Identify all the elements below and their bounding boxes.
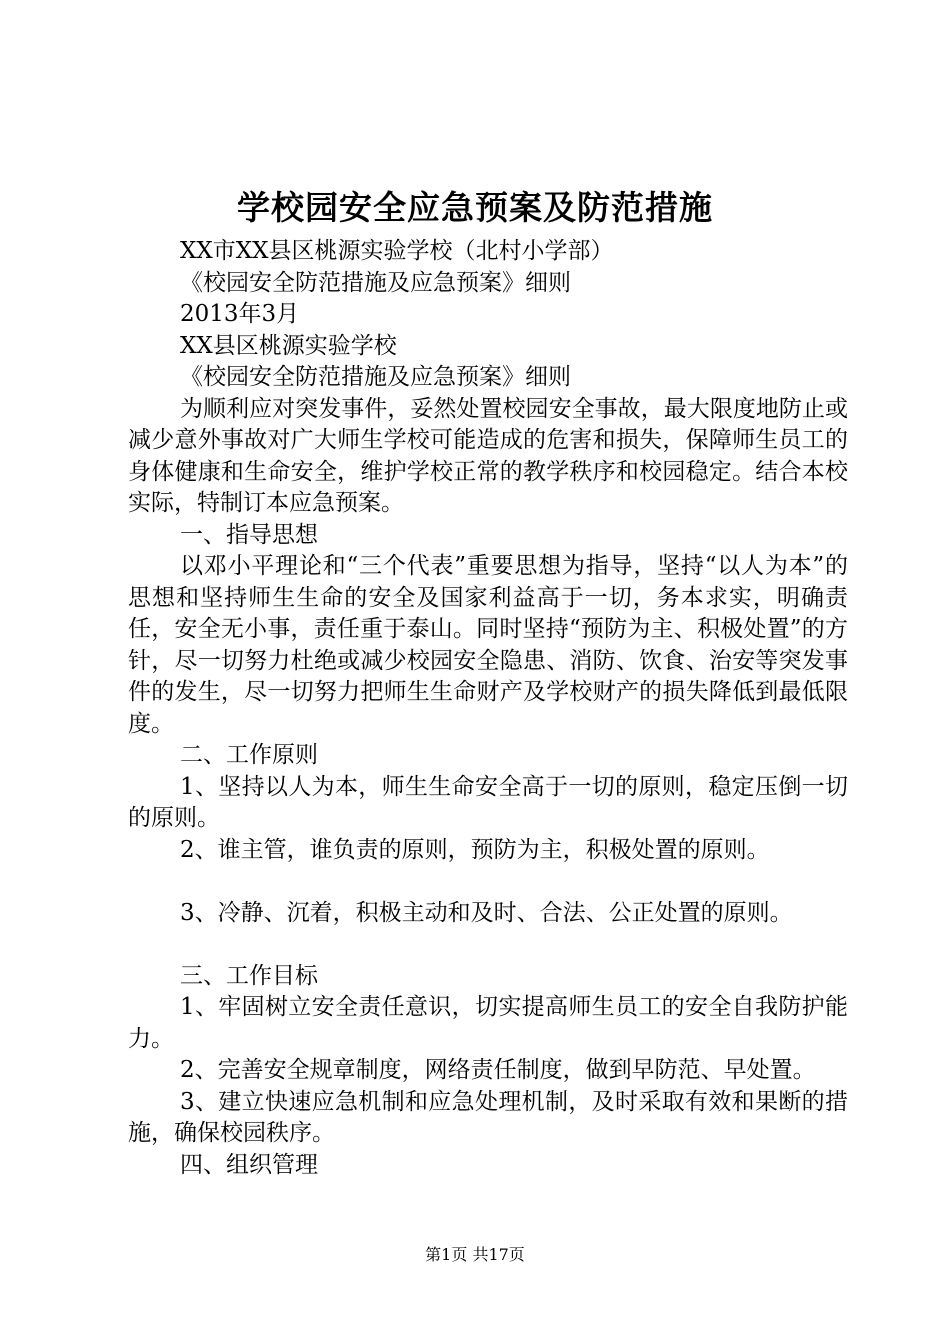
intro-paragraph: 为顺利应对突发事件，妥然处置校园安全事故，最大限度地防止或减少意外事故对广大师生学校可能造成的危害和损失，保障师生员工的身体健康和生命安全，维护学校正常的教学秩序和校园稳定。结合本校实际，特制订本应急预案。: [128, 395, 848, 516]
spacer: [128, 929, 848, 961]
header-line-school-short: XX县区桃源实验学校: [180, 332, 397, 359]
header-line-date: 2013年3月: [180, 301, 300, 327]
principle-item: 3、冷静、沉着，积极主动和及时、合法、公正处置的原则。: [180, 899, 793, 926]
document-body: [128, 236, 848, 1181]
section-heading-goals: 三、工作目标: [180, 962, 318, 989]
principle-item: 1、坚持以人为本，师生生命安全高于一切的原则，稳定压倒一切的原则。: [128, 773, 848, 831]
header-line-school: XX市XX县区桃源实验学校（北村小学部）: [180, 238, 614, 264]
principle-item: 2、谁主管，谁负责的原则，预防为主，积极处置的原则。: [180, 836, 770, 863]
spacer: [128, 866, 848, 898]
header-line-rules: 《校园安全防范措施及应急预案》细则: [180, 269, 571, 296]
header-line-rules-repeat: 《校园安全防范措施及应急预案》细则: [180, 364, 571, 390]
goal-item: 2、完善安全规章制度，网络责任制度，做到早防范、早处置。: [180, 1057, 816, 1083]
section-heading-guiding: 一、指导思想: [180, 521, 318, 548]
page-number: 第1页 共17页: [425, 1245, 525, 1264]
goal-item: 1、牢固树立安全责任意识，切实提高师生员工的安全自我防护能力。: [128, 994, 848, 1052]
document-title: 学校园安全应急预案及防范措施: [237, 188, 713, 227]
section-heading-organization: 四、组织管理: [180, 1151, 318, 1178]
section-heading-principles: 二、工作原则: [180, 742, 318, 768]
goal-item: 3、建立快速应急机制和应急处理机制，及时采取有效和果断的措施，确保校园秩序。: [128, 1088, 848, 1146]
section-guiding-body: 以邓小平理论和“三个代表”重要思想为指导，坚持“以人为本”的思想和坚持师生生命的安全及国家利益高于一切，务本求实，明确责任，安全无小事，责任重于泰山。同时坚持“预防为主、积极处置”的方针，尽一切努力杜绝或减少校园安全隐患、消防、饮食、治安等突发事件的发生，尽一切努力把师生生命财产及学校财产的损失降低到最低限度。: [128, 553, 848, 737]
